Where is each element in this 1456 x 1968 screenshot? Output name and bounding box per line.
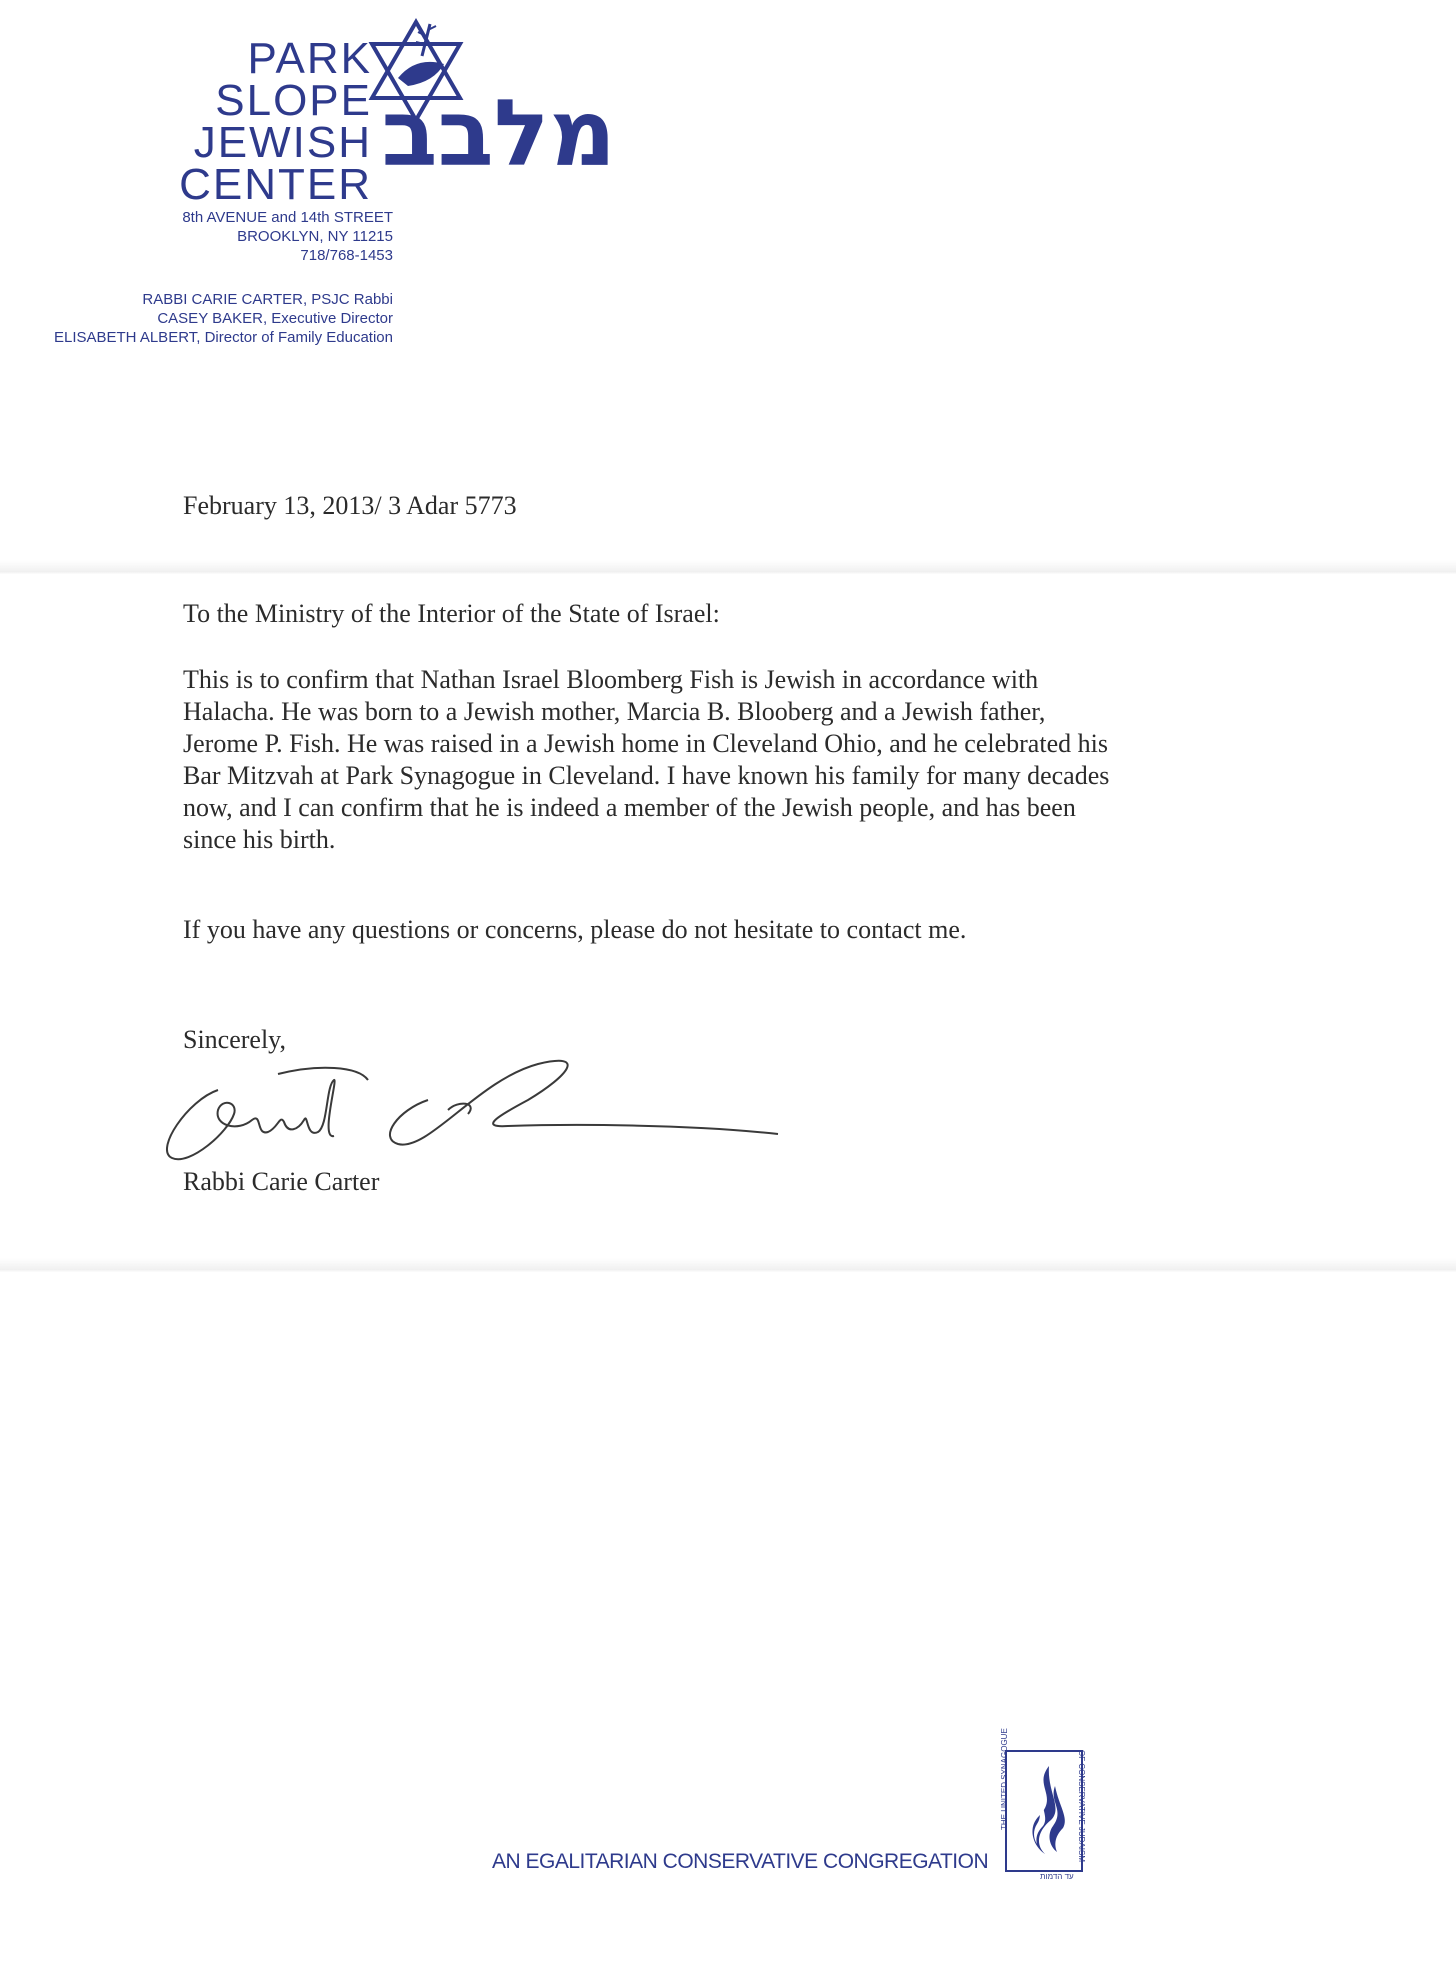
uscj-left-text: THE UNITED SYNAGOGUE (1000, 1728, 1009, 1830)
address-line-2: BROOKLYN, NY 11215 (237, 228, 393, 245)
body-line-5: now, and I can confirm that he is indeed a member of the Jewish people, and has been (183, 793, 1076, 822)
org-name-line-4: CENTER (179, 160, 372, 209)
address-block (182, 208, 393, 265)
valediction: Sincerely, (183, 1025, 286, 1054)
hebrew-name: מלבב (381, 80, 616, 187)
footer-tagline: AN EGALITARIAN CONSERVATIVE CONGREGATION (492, 1850, 989, 1873)
letter-date: February 13, 2013/ 3 Adar 5773 (183, 491, 517, 520)
org-name-line-3: JEWISH (193, 118, 372, 167)
signer-name: Rabbi Carie Carter (183, 1167, 380, 1196)
body-line-3: Jerome P. Fish. He was raised in a Jewish home in Cleveland Ohio, and he celebrated his (183, 729, 1108, 758)
staff-block (54, 290, 393, 347)
body-line-6: since his birth. (183, 825, 336, 854)
flame-icon (1019, 1762, 1071, 1862)
letter-body (183, 664, 1109, 856)
handwritten-signature (148, 1040, 788, 1180)
org-name-line-1: PARK (247, 34, 372, 83)
body-line-2: Halacha. He was born to a Jewish mother, Marcia B. Blooberg and a Jewish father, (183, 697, 1046, 726)
org-name-line-2: SLOPE (215, 76, 372, 125)
paper-fold-bottom (0, 1258, 1456, 1284)
address-line-1: 8th AVENUE and 14th STREET (182, 209, 393, 226)
phone-number: 718/768-1453 (300, 247, 393, 264)
uscj-right-text: OF CONSERVATIVE JUDAISM (1077, 1750, 1086, 1863)
letter-salutation: To the Ministry of the Interior of the State of Israel: (183, 599, 720, 628)
org-name (179, 34, 372, 209)
uscj-bottom-text: עד הדמות (1040, 1872, 1074, 1881)
closing-paragraph: If you have any questions or concerns, please do not hesitate to contact me. (183, 915, 967, 944)
body-line-4: Bar Mitzvah at Park Synagogue in Cleveland. I have known his family for many decades (183, 761, 1110, 790)
staff-line-3: ELISABETH ALBERT, Director of Family Education (53, 329, 393, 346)
paper-fold-top (0, 560, 1456, 586)
staff-line-1: RABBI CARIE CARTER, PSJC Rabbi (142, 291, 393, 308)
uscj-logo (1005, 1750, 1083, 1872)
staff-line-2: CASEY BAKER, Executive Director (157, 310, 393, 327)
body-line-1: This is to confirm that Nathan Israel Bloomberg Fish is Jewish in accordance with (183, 665, 1039, 694)
